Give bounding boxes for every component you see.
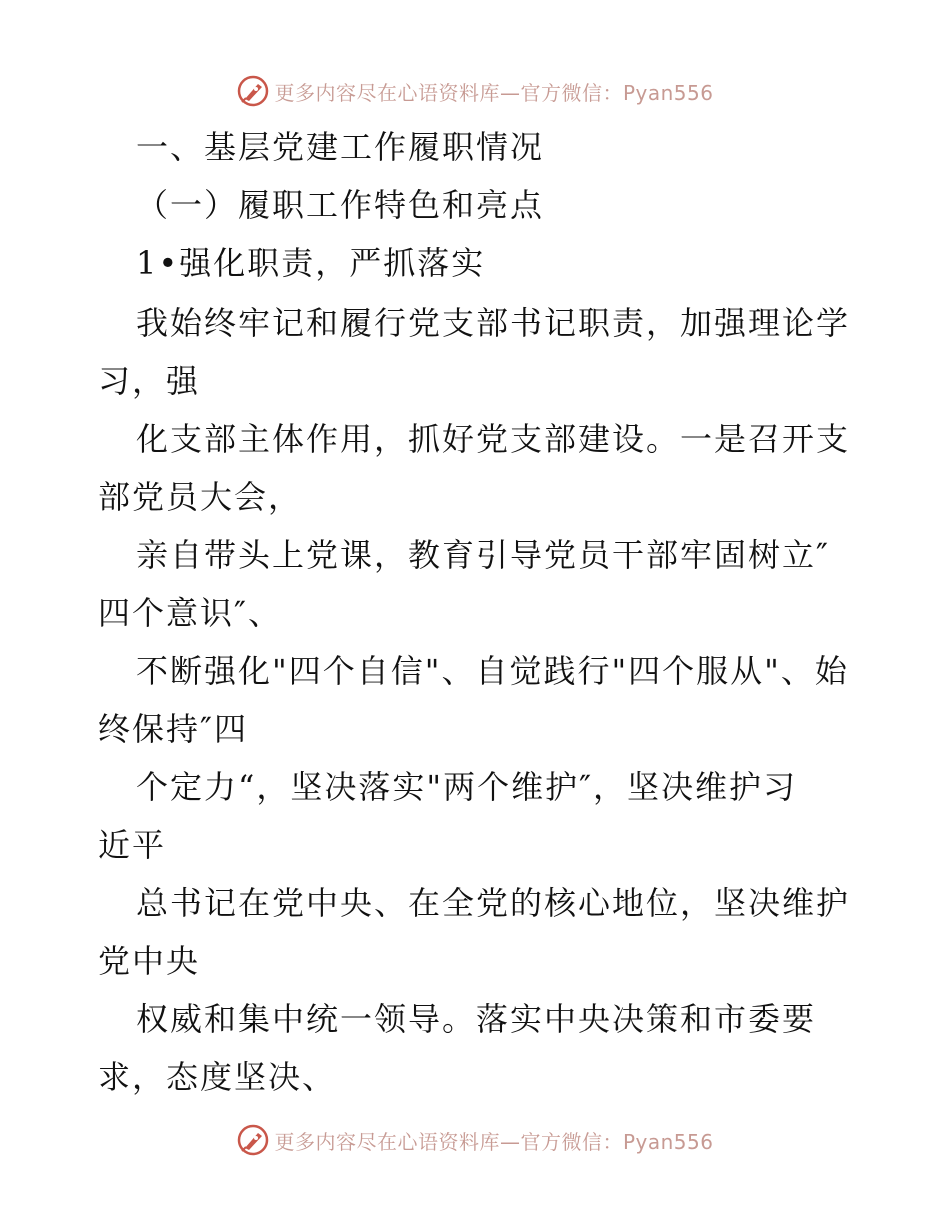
watermark-text: 更多内容尽在心语资料库—官方微信：Pyan556 xyxy=(274,80,714,105)
paragraph-line: 权威和集中统一领导。落实中央决策和市委要 xyxy=(136,1000,817,1038)
section-heading: 一、基层党建工作履职情况 xyxy=(136,128,545,166)
paragraph-line: 亲自带头上党课，教育引导党员干部牢固树立″ xyxy=(136,536,830,574)
header-watermark xyxy=(0,71,950,111)
paragraph-line: 个定力“，坚决落实"两个维护″，坚决维护习 xyxy=(136,768,798,806)
item-heading: 1•强化职责，严抓落实 xyxy=(136,244,486,282)
paragraph-line: 近平 xyxy=(98,826,167,864)
pen-nib-logo-icon xyxy=(236,74,270,108)
paragraph-line: 习，强 xyxy=(98,362,201,400)
watermark-text: 更多内容尽在心语资料库—官方微信：Pyan556 xyxy=(274,1129,714,1154)
paragraph-line: 四个意识″、 xyxy=(98,594,282,632)
footer-watermark xyxy=(0,1120,950,1160)
subsection-heading: （一）履职工作特色和亮点 xyxy=(136,186,545,224)
paragraph-line: 党中央 xyxy=(98,942,201,980)
paragraph-line: 总书记在党中央、在全党的核心地位，坚决维护 xyxy=(136,884,851,922)
paragraph-line: 化支部主体作用，抓好党支部建设。一是召开支 xyxy=(136,420,851,458)
paragraph-line: 求，态度坚决、 xyxy=(98,1058,337,1096)
paragraph-line: 我始终牢记和履行党支部书记职责，加强理论学 xyxy=(136,304,851,342)
paragraph-line: 终保持″四 xyxy=(98,710,248,748)
paragraph-line: 部党员大会， xyxy=(98,478,303,516)
pen-nib-logo-icon xyxy=(236,1123,270,1157)
paragraph-line: 不断强化"四个自信"、自觉践行"四个服从"、始 xyxy=(136,652,849,690)
